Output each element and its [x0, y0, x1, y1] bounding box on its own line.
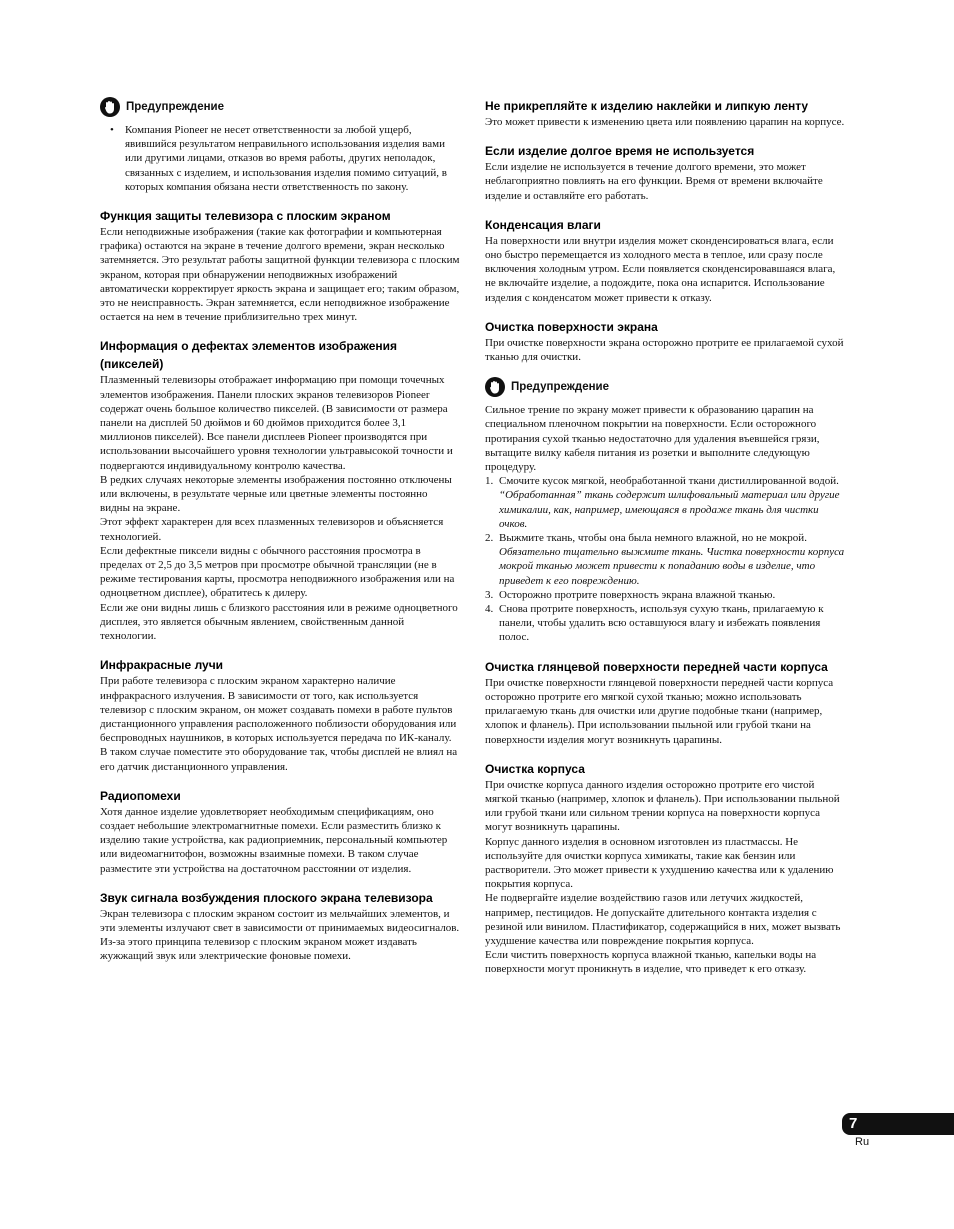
warning-header	[485, 377, 845, 397]
step-item	[485, 531, 845, 588]
section-pixel-defects	[100, 337, 460, 643]
warning-bullet: • Компания Pioneer не несет ответственности за любой ущерб, явившийся результатом неправильного использования изделия вами или другими лицами, отказов во время работы, других неполадок, связанных с изделием, и использования изделия помимо ситуаций, в которых компания обязана нести ответственность по закону.	[100, 123, 460, 194]
section-no-stickers	[485, 97, 845, 129]
section-heading: Не прикрепляйте к изделию наклейки и липкую ленту	[485, 99, 809, 113]
section-body: Хотя данное изделие удовлетворяет необходимым спецификациям, оно создает небольшие электромагнитные помехи. Если разместить близко к изделию такие устройства, как радиоприемник, персональный компьютер или видеомагнитофон, возможны взаимные помехи. В таком случае разместите эти устройства на достаточном расстоянии от изделия.	[100, 805, 448, 875]
section-paragraph: Не подвергайте изделие воздействию газов или летучих жидкостей, например, пестицидов. Не допускайте длительного контакта изделия с резиной или винилом. Пластификатор, содержащийся в них, может вызвать ухудшение качества или повреждение покрытия корпуса.	[485, 892, 841, 947]
section-heading: Звук сигнала возбуждения плоского экрана телевизора	[100, 890, 433, 905]
section-paragraph: Если чистить поверхность корпуса влажной тканью, капельки воды на поверхности могут проникнуть в изделие, что приведет к его отказу.	[485, 949, 817, 976]
section-paragraph: Плазменный телевизоры отображает информацию при помощи точечных элементов изображения. Панели плоских экранов телевизоров Pioneer содержат очень большое количество пикселей. (В зависимости от размера панели на дисплей 50 дюймов и 60 дюймов приходится более 3,1 миллионов пикселей). Все панели дисплеев Pioneer производятся при использовании высочайшего уровня технологии ультравысокой точности и подвергаются индивидуальному контролю качества.	[100, 374, 453, 472]
section-paragraph: Этот эффект характерен для всех плазменных телевизоров и объясняется технологией.	[100, 516, 444, 543]
section-body: Экран телевизора с плоским экраном состоит из мельчайших элементов, и эти элементы излучают свет в зависимости от принимаемых видеосигналов. Из-за этого принципа телевизор с плоским экраном может издавать жужжащий звук или электрические фоновые помехи.	[100, 907, 460, 963]
step-number: 2.	[485, 532, 494, 545]
cleaning-steps	[485, 474, 845, 644]
section-body: Это может привести к изменению цвета или появлению царапин на корпусе.	[485, 116, 845, 128]
warning-title: Предупреждение	[511, 381, 609, 394]
section-glossy-cleaning	[485, 658, 845, 747]
step-number: 3.	[485, 588, 494, 601]
section-body: При очистке поверхности экрана осторожно протрите ее прилагаемой сухой тканью для очистки.	[485, 336, 844, 364]
step-note: Обязательно тщательно выжмите ткань. Чистка поверхности корпуса мокрой тканью может привести к попаданию воды в изделие, что приведет к его повреждению.	[499, 546, 845, 587]
warning-block	[485, 377, 845, 644]
section-paragraph: Если дефектные пиксели видны с обычного расстояния просмотра в пределах от 2,5 до 3,5 метров при просмотре обычной трансляции (не в режиме тестирования карты, просмотра неподвижного изображения или на одноцветном дисплее), обратитесь к дилеру.	[100, 544, 455, 600]
language-code: Ru	[855, 1136, 870, 1148]
section-paragraph: При очистке поверхности глянцевой поверхности передней части корпуса осторожно протрите его мягкой сухой тканью; можно использовать прилагаемую ткань для очистки или другие подобные ткани (например, хлопок и фланель). При использовании пыльной или грубой ткани на поверхности изделия могут возникнуть царапины.	[485, 676, 834, 746]
section-body: На поверхности или внутри изделия может сконденсироваться влага, если оно быстро перемещается из холодного места в теплое, или сразу после включения холодным утром. Если появляется сконденсировавшаяся влага, не включайте изделие, а подождите, пока она испарится. Использование изделия с конденсатом может привести к отказу.	[485, 234, 836, 304]
left-column	[100, 97, 460, 977]
section-heading: Очистка корпуса	[485, 761, 585, 776]
section-heading: Если изделие долгое время не используется	[485, 144, 755, 159]
section-infrared	[100, 656, 460, 773]
section-heading: Конденсация влаги	[485, 217, 601, 232]
section-body: Если неподвижные изображения (такие как фотографии и компьютерная графика) остаются на экране в течение долгого времени, экран несколько затемняется. Это результат работы защитной функции телевизора с плоским экраном, которая при обнаружении неподвижных изображений автоматически корректирует яркость экрана и защищает его; таким образом, это не неисправность. Экран затемняется, если неподвижное изображение остается на нем в течение приблизительно трех минут.	[100, 226, 460, 324]
step-item	[485, 588, 845, 602]
section-heading: Инфракрасные лучи	[100, 658, 224, 673]
warning-header	[100, 97, 460, 117]
section-paragraph: При очистке корпуса данного изделия осторожно протрите его чистой мягкой тканью (например, хлопок и фланель). При использовании пыльной или грубой ткани или сильном трении корпуса на поверхности корпуса могут возникнуть царапины.	[485, 778, 840, 834]
warning-block	[100, 97, 460, 194]
section-paragraph: Корпус данного изделия в основном изготовлен из пластмассы. Не используйте для очистки корпуса химикаты, такие как бензин или растворители. Это может привести к ухудшению качества или к удалению покрытия корпуса.	[485, 835, 834, 891]
section-paragraph: Если же они видны лишь с близкого расстояния или в режиме одноцветного дисплея, это является обычным явлением, свойственным данной технологии.	[100, 601, 458, 643]
warning-title: Предупреждение	[126, 101, 224, 113]
section-heading: Информация о дефектах элементов изображения (пикселей)	[100, 339, 398, 372]
section-radio-interference	[100, 787, 460, 876]
step-text: Снова протрите поверхность, используя сухую ткань, прилагаемую к панели, чтобы удалить всю оставшуюся влагу и избежать появления полос.	[499, 603, 824, 644]
section-screen-protection	[100, 207, 460, 324]
step-text: Смочите кусок мягкой, необработанной ткани дистиллированной водой.	[499, 475, 839, 488]
section-drive-sound	[100, 889, 460, 964]
section-heading: Функция защиты телевизора с плоским экраном	[100, 209, 391, 224]
warning-hand-icon	[485, 377, 505, 397]
step-item	[485, 474, 845, 531]
section-long-unused	[485, 142, 845, 203]
step-number: 1.	[485, 475, 494, 488]
section-cabinet-cleaning	[485, 760, 845, 977]
section-heading: Радиопомехи	[100, 788, 181, 803]
page-number-tab	[842, 1113, 954, 1135]
section-condensation	[485, 216, 845, 305]
section-paragraph: В редких случаях некоторые элементы изображения постоянно отключены или включены, в результате черные или цветные элементы постоянно видны на экране.	[100, 473, 452, 515]
section-body: При работе телевизора с плоским экраном характерно наличие инфракрасного излучения. В зависимости от того, как используется телевизор с плоским экраном, он может создавать помехи в работе пультов дистанционного управления расположенного поблизости оборудования или беспроводных наушников, в которых используется передача по ИК-каналу. В таком случае поместите это оборудование так, чтобы дисплей не влиял на его датчик дистанционного управления.	[100, 675, 458, 773]
section-heading: Очистка поверхности экрана	[485, 319, 658, 334]
step-text: Выжмите ткань, чтобы она была немного влажной, но не мокрой.	[499, 532, 807, 545]
warning-hand-icon	[100, 97, 120, 117]
page-number: 7	[849, 1115, 858, 1132]
step-number: 4.	[485, 603, 494, 616]
section-body: Если изделие не используется в течение долгого времени, это может неблагоприятно повлиять на его функции. Время от времени включайте изделие и оставляйте его работать.	[485, 161, 823, 202]
section-screen-cleaning	[485, 318, 845, 364]
step-item	[485, 602, 845, 645]
section-heading: Очистка глянцевой поверхности передней части корпуса	[485, 659, 828, 674]
right-column	[485, 97, 845, 990]
step-note: “Обработанная” ткань содержит шлифовальный материал или другие химикалии, как, например, имеющаяся в продаже ткань для чистки очков.	[499, 489, 840, 530]
warning-intro: Сильное трение по экрану может привести к образованию царапин на специальном пленочном покрытии на поверхности. Если осторожного протирания сухой тканью недостаточно для удаления въевшейся грязи, вытащите вилку кабеля питания из розетки и выполните следующую процедуру.	[485, 404, 820, 474]
step-text: Осторожно протрите поверхность экрана влажной тканью.	[499, 588, 776, 601]
